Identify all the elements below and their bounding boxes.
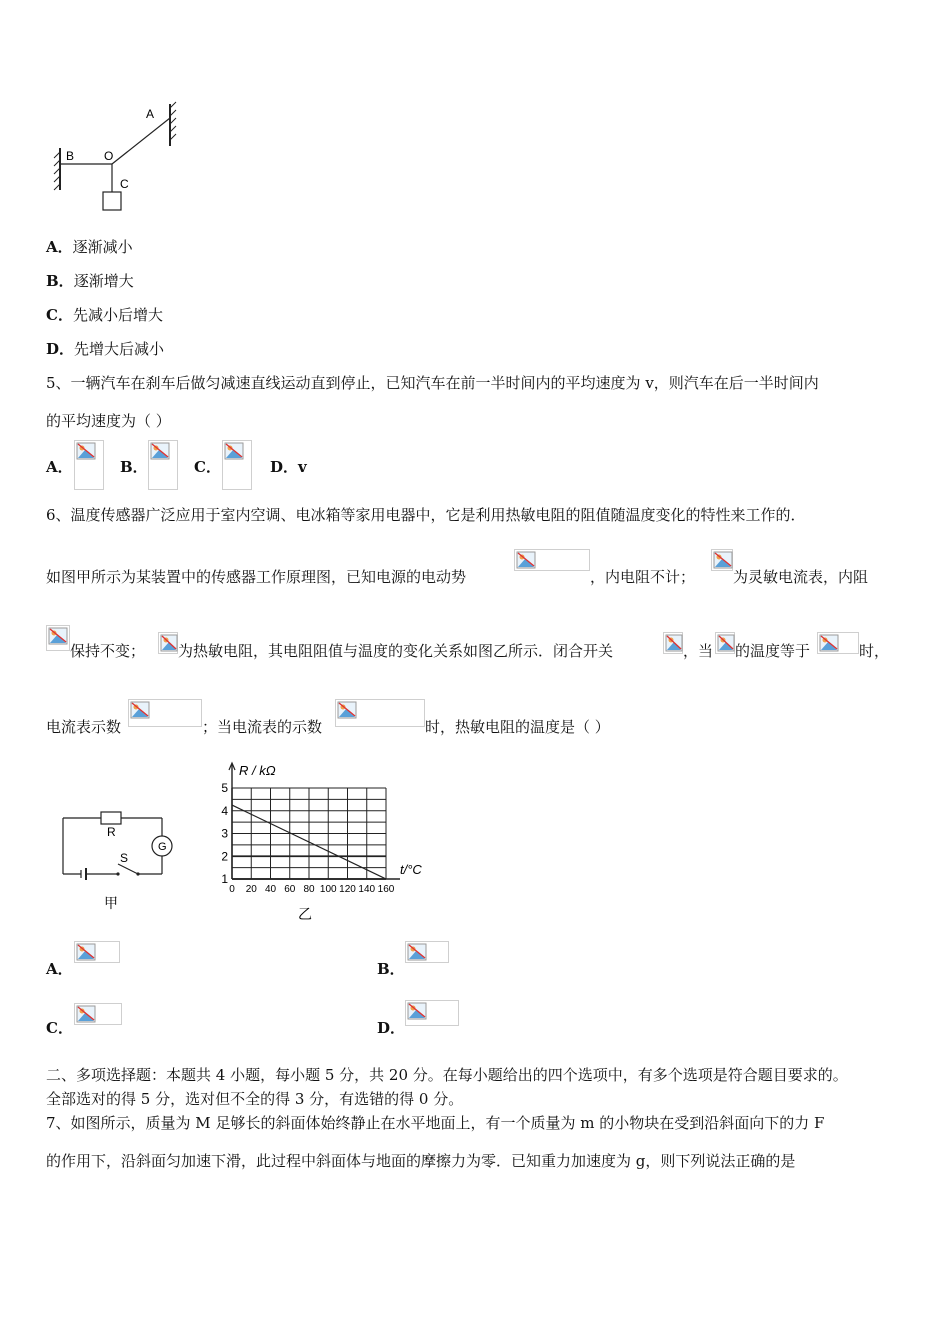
graph-xlabel: t/°C <box>400 862 422 877</box>
broken-image-icon <box>819 634 839 652</box>
q5-option-a-image <box>74 440 104 490</box>
section2-heading-line1: 二、多项选择题：本题共 4 小题，每小题 5 分，共 20 分。在每小题给出的四个选项中，有多个选项是符合题目要求的。 <box>46 1066 848 1084</box>
q6-l3-a: 保持不变； <box>70 642 146 660</box>
q4-option-c[interactable] <box>46 304 163 325</box>
circuit-label-g: G <box>158 841 167 853</box>
x-tick-label: 40 <box>264 884 277 895</box>
broken-image-icon <box>337 701 357 719</box>
broken-image-icon <box>407 943 427 961</box>
q4-option-a[interactable] <box>46 236 133 257</box>
option-label: B． <box>46 272 74 290</box>
q6-emf-image <box>514 549 590 571</box>
option-label: D． <box>46 340 75 358</box>
q6-l2-b: ，内电阻不计； <box>590 568 696 586</box>
broken-image-icon <box>48 627 68 645</box>
q6-option-c[interactable]: C． <box>46 1019 73 1037</box>
section2-heading-line2: 全部选对的得 5 分，选对但不全的得 3 分，有选错的得 0 分。 <box>46 1090 464 1108</box>
q6-option-b[interactable]: B． <box>377 960 405 978</box>
q6-stem-line1: 6、温度传感器广泛应用于室内空调、电冰箱等家用电器中，它是利用热敏电阻的阻值随温度变化的特性来工作的． <box>46 506 806 524</box>
x-tick-label: 20 <box>245 884 257 895</box>
broken-image-icon <box>76 1005 96 1023</box>
broken-image-icon <box>76 442 96 460</box>
q6-circuit-diagram <box>56 800 186 920</box>
graph-caption: 乙 <box>298 906 312 922</box>
y-tick-label: 2 <box>221 849 228 864</box>
broken-image-icon <box>224 442 244 460</box>
y-tick-label: 5 <box>221 781 228 795</box>
q6-temp-image <box>817 632 859 654</box>
q6-option-d-image <box>405 1000 459 1026</box>
circuit-label-s: S <box>120 851 129 865</box>
q6-r-image <box>158 632 178 654</box>
option-label: C． <box>46 306 73 324</box>
q4-option-d[interactable] <box>46 338 164 359</box>
q6-r2-image <box>715 632 735 654</box>
q6-current2-image <box>335 699 425 727</box>
q6-rt-graph <box>214 758 444 926</box>
q7-stem-line2: 的作用下，沿斜面匀加速下滑，此过程中斜面体与地面的摩擦力为零．已知重力加速度为 g，则下列说法正确的是 <box>46 1152 796 1170</box>
option-text: 逐渐减小 <box>72 238 133 256</box>
q6-option-a[interactable]: A． <box>46 960 73 978</box>
q6-option-c-image <box>74 1003 122 1025</box>
y-tick-label: 1 <box>221 872 228 886</box>
circuit-label-r: R <box>107 825 116 839</box>
q6-option-d[interactable]: D． <box>377 1019 406 1037</box>
q4-option-b[interactable] <box>46 270 134 291</box>
q5-option-b-image <box>148 440 178 490</box>
q6-l3-e: 时， <box>859 642 890 660</box>
q5-option-b[interactable]: B． <box>120 458 148 476</box>
option-text: 先减小后增大 <box>72 306 163 324</box>
q5-option-a[interactable]: A． <box>46 458 73 476</box>
q4-label-o: O <box>104 149 114 163</box>
q6-current1-image <box>128 699 202 727</box>
q5-option-d[interactable]: D．v <box>270 458 307 476</box>
circuit-caption: 甲 <box>104 895 118 911</box>
q6-rg-image <box>46 625 70 651</box>
x-tick-label: 100 <box>319 884 337 895</box>
y-tick-label: 3 <box>221 826 228 841</box>
q6-option-a-image <box>74 941 120 963</box>
q5-stem-line2: 的平均速度为（ ） <box>46 412 171 430</box>
q5-option-c[interactable]: C． <box>194 458 221 476</box>
broken-image-icon <box>130 701 150 719</box>
q5-option-c-image <box>222 440 252 490</box>
broken-image-icon <box>150 442 170 460</box>
broken-image-icon <box>665 634 683 652</box>
q6-l4-c: 时，热敏电阻的温度是（ ） <box>425 718 610 736</box>
q6-option-b-image <box>405 941 449 963</box>
broken-image-icon <box>76 943 96 961</box>
x-tick-label: 80 <box>303 884 315 895</box>
q6-galvanometer-image <box>711 549 733 571</box>
broken-image-icon <box>713 551 733 569</box>
broken-image-icon <box>160 634 178 652</box>
option-text: 先增大后减小 <box>74 340 165 358</box>
q6-l3-b: 为热敏电阻，其电阻阻值与温度的变化关系如图乙所示．闭合开关 <box>178 642 614 660</box>
broken-image-icon <box>407 1002 427 1020</box>
x-tick-label: 140 <box>358 884 376 895</box>
graph-ylabel: R / kΩ <box>239 763 276 778</box>
q5-stem-line1: 5、一辆汽车在刹车后做匀减速直线运动直到停止，已知汽车在前一半时间内的平均速度为 v，则汽车在后一半时间内 <box>46 374 819 392</box>
broken-image-icon <box>516 551 536 569</box>
q6-l4-a: 电流表示数 <box>46 718 122 736</box>
q7-stem-line1: 7、如图所示，质量为 M 足够长的斜面体始终静止在水平地面上，有一个质量为 m 的小物块在受到沿斜面向下的力 F <box>46 1114 825 1132</box>
q6-l3-d: 的温度等于 <box>735 642 811 660</box>
x-tick-label: 160 <box>377 884 395 895</box>
q6-l2-a: 如图甲所示为某装置中的传感器工作原理图，已知电源的电动势 <box>46 568 467 586</box>
q6-l2-c: 为灵敏电流表，内阻 <box>733 568 869 586</box>
x-tick-label: 0 <box>229 884 235 895</box>
q4-label-c: C <box>120 177 129 191</box>
broken-image-icon <box>717 634 735 652</box>
q6-l4-b: ；当电流表的示数 <box>202 718 323 736</box>
q6-l3-c: ，当 <box>683 642 714 660</box>
q4-label-b: B <box>66 149 75 163</box>
option-text: 逐渐增大 <box>73 272 134 290</box>
q4-label-a: A <box>146 107 155 121</box>
y-tick-label: 4 <box>221 803 228 818</box>
q6-switch-image <box>663 632 683 654</box>
q4-diagram <box>46 100 196 220</box>
x-tick-label: 120 <box>339 884 356 895</box>
option-label: A． <box>46 238 73 256</box>
x-tick-label: 60 <box>284 884 296 895</box>
